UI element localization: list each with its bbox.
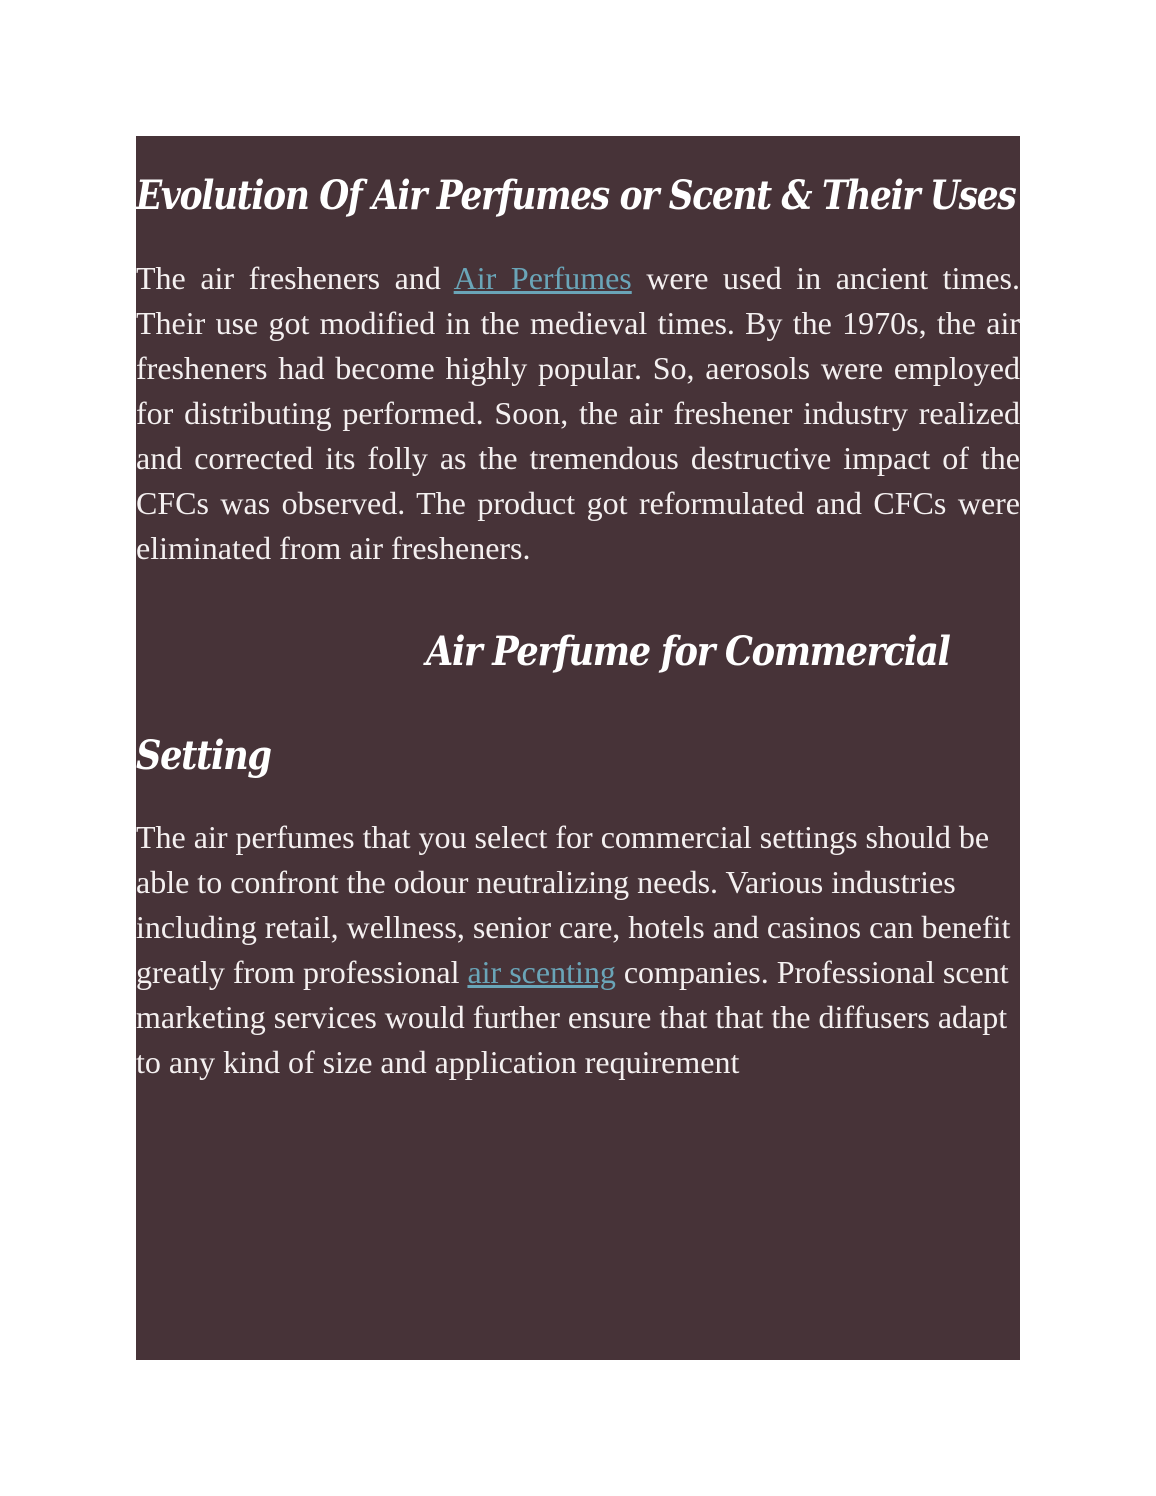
paragraph-commercial <box>136 815 1020 1085</box>
paragraph-text: companies. Professional scent marketing services would further ensure that that the diffusers adapt to any kind of size and application requirement <box>136 954 1009 1080</box>
paragraph-evolution <box>136 256 1020 571</box>
air-scenting-link[interactable]: air scenting <box>467 954 616 990</box>
section-heading-evolution: Evolution Of Air Perfumes or Scent & Their Uses <box>136 172 1016 219</box>
paragraph-text: The air perfumes that you select for commercial settings should be able to confront the odour neutralizing needs. Various industries including retail, wellness, senior care, hotels and casinos can benefit greatly from professional <box>136 819 1011 990</box>
section-heading-setting: Setting <box>136 732 271 779</box>
paragraph-text: were used in ancient times. Their use got modified in the medieval times. By the 1970s, the air fresheners had become highly popular. So, aerosols were employed for distributing performed. Soon, the air freshener industry realized and corrected its folly as the tremendous destructive impact of the CFCs was observed. The product got reformulated and CFCs were eliminated from air fresheners. <box>136 260 1020 566</box>
paragraph-text: The air fresheners and <box>136 260 454 296</box>
section-heading-commercial: Air Perfume for Commercial <box>426 628 950 675</box>
document-page-panel <box>136 136 1020 1360</box>
air-perfumes-link[interactable]: Air Perfumes <box>453 260 632 296</box>
